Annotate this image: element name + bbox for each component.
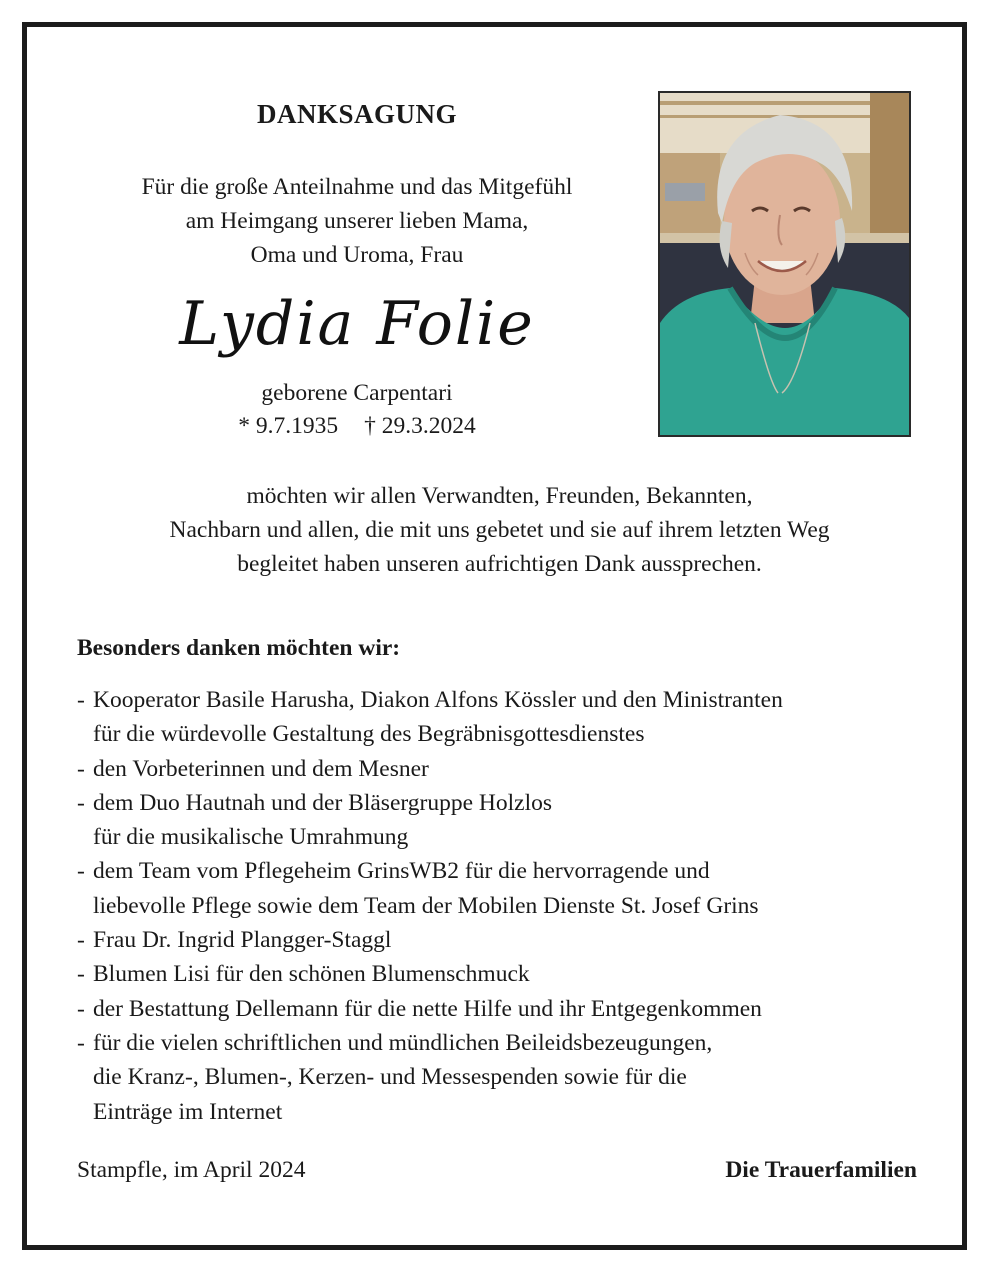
special-thanks-list: [77, 683, 937, 1129]
death-date: † 29.3.2024: [364, 413, 476, 439]
obituary-card: [22, 22, 967, 1250]
list-item-line: liebevolle Pflege sowie dem Team der Mobilen Dienste St. Josef Grins: [93, 892, 759, 919]
maiden-name: geborene Carpentari: [261, 380, 453, 406]
list-item: [77, 854, 937, 923]
intro-line: Für die große Anteilnahme und das Mitgefühl: [141, 174, 573, 200]
list-item-line: für die vielen schriftlichen und mündlichen Beileidsbezeugungen,: [93, 1029, 713, 1056]
signature: Die Trauerfamilien: [725, 1157, 917, 1183]
list-item-line: für die würdevolle Gestaltung des Begräbnisgottesdienstes: [93, 721, 645, 748]
birth-date: * 9.7.1935: [238, 413, 339, 439]
list-item: [77, 786, 937, 855]
heading: DANKSAGUNG: [256, 99, 457, 129]
list-dash: -: [77, 995, 85, 1022]
list-item-line: dem Team vom Pflegeheim GrinsWB2 für die hervorragende und: [93, 858, 710, 885]
list-dash: -: [77, 927, 85, 954]
list-item-line: für die musikalische Umrahmung: [93, 824, 409, 851]
place-date: Stampfle, im April 2024: [77, 1157, 306, 1183]
list-item: [77, 1026, 937, 1129]
thanks-text: [57, 479, 942, 581]
intro-text: [77, 170, 637, 272]
list-item-line: der Bestattung Dellemann für die nette Hilfe und ihr Entgegenkommen: [93, 995, 762, 1022]
list-dash: -: [77, 789, 85, 816]
list-dash: -: [77, 687, 85, 713]
thanks-line: begleitet haben unseren aufrichtigen Dank aussprechen.: [237, 551, 762, 577]
list-item-line: Frau Dr. Ingrid Plangger-Staggl: [93, 927, 392, 954]
intro-line: Oma und Uroma, Frau: [250, 242, 464, 268]
list-dash: -: [77, 858, 85, 885]
special-thanks-heading: Besonders danken möchten wir:: [77, 635, 401, 661]
list-item-line: Blumen Lisi für den schönen Blumenschmuck: [93, 961, 530, 988]
list-item: [77, 923, 937, 957]
list-item-line: Kooperator Basile Harusha, Diakon Alfons Kössler und den Ministranten: [93, 687, 783, 713]
list-item-line: dem Duo Hautnah und der Bläsergruppe Holzlos: [93, 789, 553, 816]
list-dash: -: [77, 961, 85, 988]
life-dates: [157, 413, 557, 440]
deceased-name: Lydia Folie: [179, 289, 535, 359]
portrait-illustration: [660, 93, 909, 435]
list-item-line: den Vorbeterinnen und dem Mesner: [93, 755, 429, 782]
list-item-line: die Kranz-, Blumen-, Kerzen- und Messespenden sowie für die: [93, 1064, 687, 1091]
list-item: [77, 992, 937, 1026]
list-item-line: Einträge im Internet: [93, 1098, 283, 1125]
thanks-line: Nachbarn und allen, die mit uns gebetet und sie auf ihrem letzten Weg: [169, 517, 830, 543]
portrait-photo: [658, 91, 911, 437]
list-dash: -: [77, 755, 85, 782]
list-item: [77, 957, 937, 991]
list-item: [77, 683, 937, 752]
intro-line: am Heimgang unserer lieben Mama,: [185, 208, 529, 234]
list-dash: -: [77, 1029, 85, 1056]
list-item: [77, 752, 937, 786]
thanks-line: möchten wir allen Verwandten, Freunden, Bekannten,: [246, 483, 753, 509]
